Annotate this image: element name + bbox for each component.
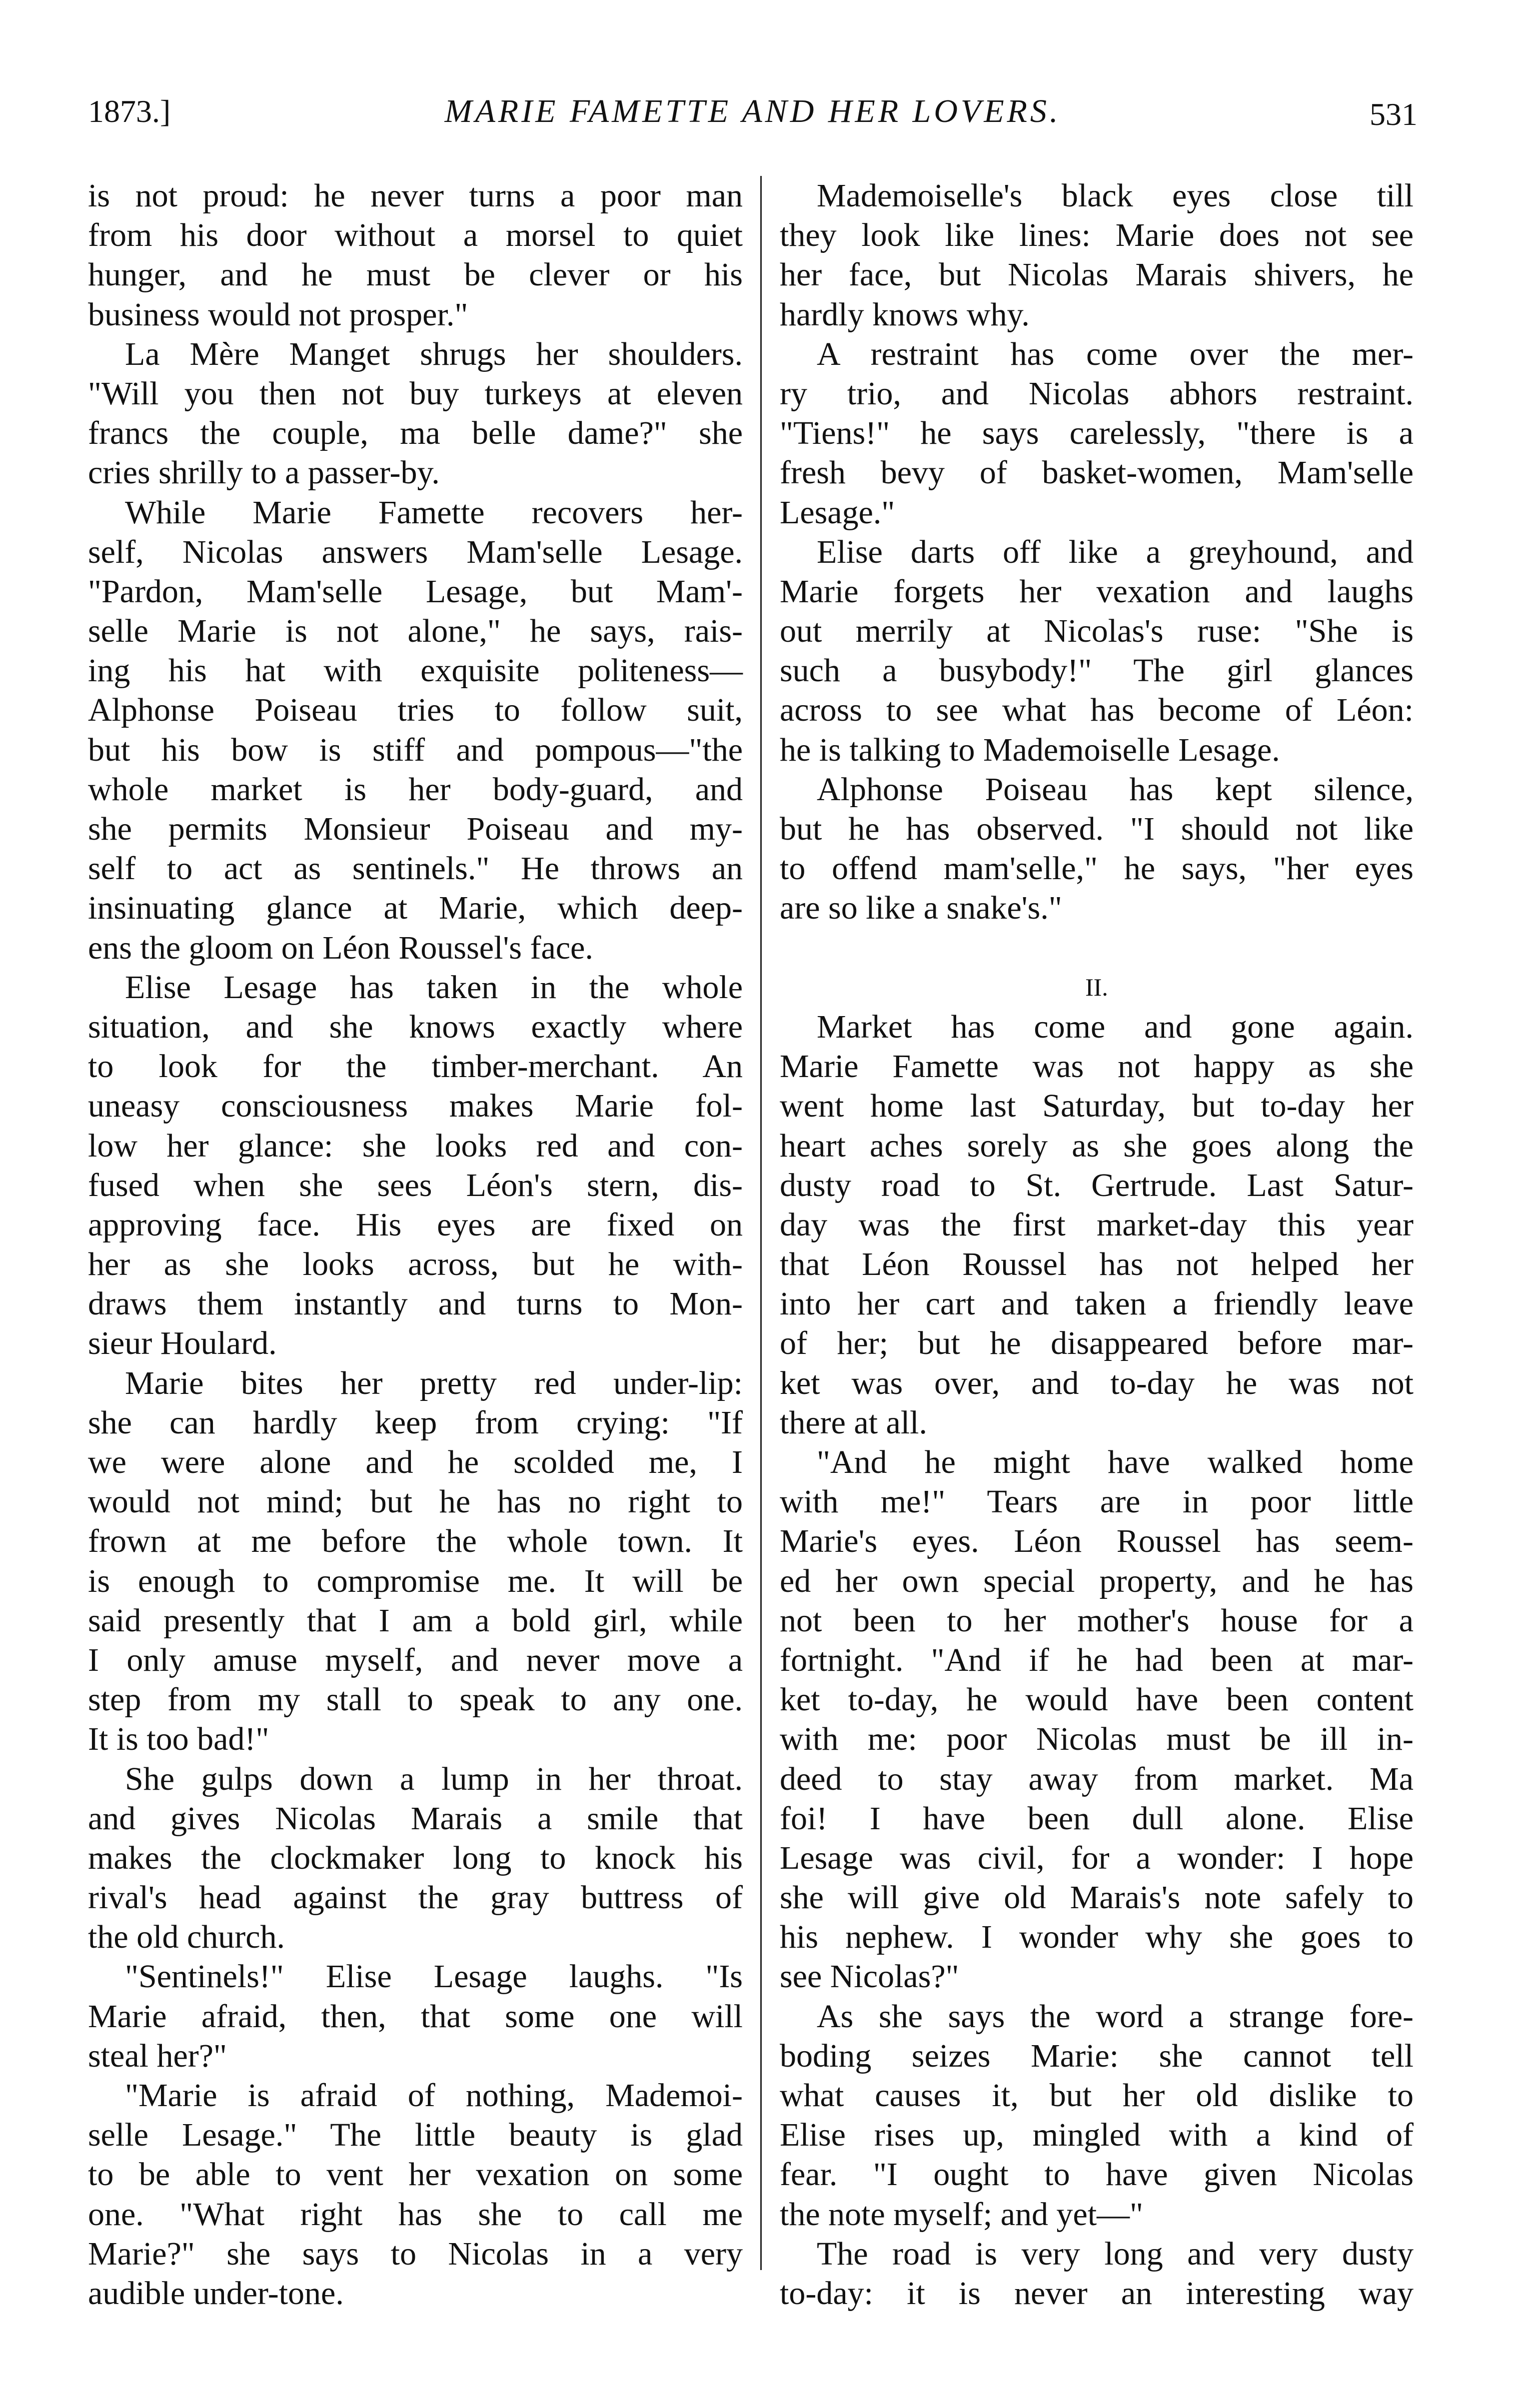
- text-line: but his bow is stiff and pompous—"the: [88, 731, 743, 768]
- text-line: steal her?": [88, 2037, 227, 2074]
- text-line: Elise Lesage has taken in the whole: [125, 969, 743, 1006]
- text-line: what causes it, but her old dislike to: [780, 2077, 1414, 2114]
- text-line: selle Lesage." The little beauty is glad: [88, 2117, 743, 2154]
- text-line: Alphonse Poiseau has kept silence,: [817, 771, 1414, 808]
- text-line: ens the gloom on Léon Roussel's face.: [88, 929, 593, 966]
- text-line: with me: poor Nicolas must be ill in-: [780, 1721, 1414, 1758]
- blank-line: [780, 928, 1414, 968]
- text-line: fortnight. "And if he had been at mar-: [780, 1641, 1414, 1678]
- right-column: [780, 176, 1414, 2313]
- text-line: makes the clockmaker long to knock his: [88, 1839, 743, 1876]
- text-line: "And he might have walked home: [817, 1444, 1414, 1480]
- text-line: I only amuse myself, and never move a: [88, 1641, 743, 1678]
- text-line: low her glance: she looks red and con-: [88, 1127, 743, 1164]
- text-line: to look for the timber-merchant. An: [88, 1048, 743, 1085]
- text-line: to be able to vent her vexation on some: [88, 2156, 743, 2193]
- text-line: he is talking to Mademoiselle Lesage.: [780, 731, 1280, 768]
- text-line: Lesage was civil, for a wonder: I hope: [780, 1839, 1414, 1876]
- text-line: ket to-day, he would have been content: [780, 1681, 1414, 1718]
- text-line: would not mind; but he has no right to: [88, 1483, 743, 1520]
- text-line: heart aches sorely as she goes along the: [780, 1127, 1414, 1164]
- text-line: approving face. His eyes are fixed on: [88, 1206, 743, 1243]
- text-line: Marie's eyes. Léon Roussel has seem-: [780, 1523, 1414, 1560]
- text-line: day was the first market-day this year: [780, 1206, 1414, 1243]
- text-line: not been to her mother's house for a: [780, 1602, 1414, 1639]
- text-line: Marie forgets her vexation and laughs: [780, 573, 1414, 610]
- text-line: to-day: it is never an interesting way: [780, 2275, 1414, 2312]
- text-line: The road is very long and very dusty: [817, 2235, 1414, 2272]
- text-line: rival's head against the gray buttress of: [88, 1879, 743, 1916]
- column-divider: [760, 176, 762, 2270]
- text-line: her as she looks across, but he with-: [88, 1246, 743, 1283]
- text-line: are so like a snake's.": [780, 890, 1062, 927]
- text-line: self to act as sentinels." He throws an: [88, 850, 743, 887]
- running-head: [88, 89, 1418, 134]
- text-line: fused when she sees Léon's stern, dis-: [88, 1167, 743, 1204]
- text-line: but he has observed. "I should not like: [780, 811, 1414, 847]
- text-line: uneasy consciousness makes Marie fol-: [88, 1088, 743, 1125]
- text-line: ed her own special property, and he has: [780, 1562, 1414, 1599]
- text-line: Mademoiselle's black eyes close till: [817, 177, 1414, 214]
- text-line: Market has come and gone again.: [817, 1008, 1414, 1045]
- text-line: to offend mam'selle," he says, "her eyes: [780, 850, 1414, 887]
- text-line: "Sentinels!" Elise Lesage laughs. "Is: [125, 1958, 743, 1995]
- text-line: there at all.: [780, 1404, 928, 1441]
- left-column: [88, 176, 743, 2313]
- text-line: and gives Nicolas Marais a smile that: [88, 1800, 743, 1837]
- text-line: As she says the word a strange fore-: [817, 1998, 1414, 2035]
- text-line: hardly knows why.: [780, 296, 1030, 333]
- text-line: her face, but Nicolas Marais shivers, he: [780, 256, 1414, 293]
- text-line: La Mère Manget shrugs her shoulders.: [125, 335, 743, 372]
- text-line: is not proud: he never turns a poor man: [88, 177, 743, 214]
- text-line: went home last Saturday, but to-day her: [780, 1088, 1414, 1125]
- text-line: hunger, and he must be clever or his: [88, 256, 743, 293]
- text-line: draws them instantly and turns to Mon-: [88, 1285, 743, 1322]
- text-line: ing his hat with exquisite politeness—: [88, 652, 743, 689]
- text-line: the note myself; and yet—": [780, 2196, 1144, 2233]
- text-line: Alphonse Poiseau tries to follow suit,: [88, 692, 743, 729]
- text-line: frown at me before the whole town. It: [88, 1523, 743, 1560]
- text-line: "Will you then not buy turkeys at eleven: [88, 375, 743, 412]
- text-line: boding seizes Marie: she cannot tell: [780, 2037, 1414, 2074]
- text-line: sieur Houlard.: [88, 1325, 277, 1362]
- page-number: 531: [1370, 96, 1418, 132]
- text-line: of her; but he disappeared before mar-: [780, 1325, 1414, 1362]
- text-line: Marie bites her pretty red under-lip:: [125, 1364, 743, 1401]
- text-line: Marie Famette was not happy as she: [780, 1048, 1414, 1085]
- text-line: that Léon Roussel has not helped her: [780, 1246, 1414, 1283]
- text-line: into her cart and taken a friendly leave: [780, 1285, 1414, 1322]
- text-line: While Marie Famette recovers her-: [125, 494, 743, 531]
- text-line: is enough to compromise me. It will be: [88, 1562, 743, 1599]
- text-line: she can hardly keep from crying: "If: [88, 1404, 743, 1441]
- text-line: we were alone and he scolded me, I: [88, 1444, 743, 1480]
- section-heading: II.: [1085, 973, 1108, 1001]
- text-line: insinuating glance at Marie, which deep-: [88, 890, 743, 927]
- text-line: fear. "I ought to have given Nicolas: [780, 2156, 1414, 2193]
- text-line: "Pardon, Mam'selle Lesage, but Mam'-: [88, 573, 743, 610]
- text-line: Elise rises up, mingled with a kind of: [780, 2117, 1414, 2154]
- text-line: A restraint has come over the mer-: [817, 335, 1414, 372]
- text-line: dusty road to St. Gertrude. Last Satur-: [780, 1167, 1414, 1204]
- text-line: the old church.: [88, 1919, 285, 1956]
- text-line: francs the couple, ma belle dame?" she: [88, 415, 743, 452]
- text-line: It is too bad!": [88, 1721, 269, 1758]
- text-line: cries shrilly to a passer-by.: [88, 454, 440, 491]
- text-line: said presently that I am a bold girl, while: [88, 1602, 743, 1639]
- text-line: see Nicolas?": [780, 1958, 959, 1995]
- text-line: from his door without a morsel to quiet: [88, 217, 743, 254]
- text-line: whole market is her body-guard, and: [88, 771, 743, 808]
- text-line: Lesage.": [780, 494, 895, 531]
- text-line: self, Nicolas answers Mam'selle Lesage.: [88, 533, 743, 570]
- text-line: she permits Monsieur Poiseau and my-: [88, 811, 743, 847]
- text-line: "Tiens!" he says carelessly, "there is a: [780, 415, 1414, 452]
- text-line: his nephew. I wonder why she goes to: [780, 1919, 1414, 1956]
- text-line: she will give old Marais's note safely to: [780, 1879, 1414, 1916]
- text-line: fresh bevy of basket-women, Mam'selle: [780, 454, 1414, 491]
- text-line: across to see what has become of Léon:: [780, 692, 1414, 729]
- text-line: ket was over, and to-day he was not: [780, 1364, 1414, 1401]
- text-line: She gulps down a lump in her throat.: [125, 1760, 743, 1797]
- text-line: situation, and she knows exactly where: [88, 1008, 743, 1045]
- text-line: selle Marie is not alone," he says, rais-: [88, 613, 743, 650]
- text-line: they look like lines: Marie does not see: [780, 217, 1414, 254]
- text-line: Marie afraid, then, that some one will: [88, 1998, 743, 2035]
- text-line: foi! I have been dull alone. Elise: [780, 1800, 1414, 1837]
- text-line: with me!" Tears are in poor little: [780, 1483, 1414, 1520]
- text-line: ry trio, and Nicolas abhors restraint.: [780, 375, 1414, 412]
- text-line: audible under-tone.: [88, 2275, 344, 2312]
- text-line: Elise darts off like a greyhound, and: [817, 533, 1414, 570]
- text-line: such a busybody!" The girl glances: [780, 652, 1414, 689]
- text-line: one. "What right has she to call me: [88, 2196, 743, 2233]
- text-line: step from my stall to speak to any one.: [88, 1681, 743, 1718]
- text-line: deed to stay away from market. Ma: [780, 1760, 1414, 1797]
- text-line: business would not prosper.": [88, 296, 468, 333]
- running-head-year: 1873.]: [88, 93, 171, 129]
- running-head-title: MARIE FAMETTE AND HER LOVERS.: [444, 93, 1061, 129]
- text-line: out merrily at Nicolas's ruse: "She is: [780, 613, 1414, 650]
- text-line: "Marie is afraid of nothing, Mademoi-: [125, 2077, 743, 2114]
- text-line: Marie?" she says to Nicolas in a very: [88, 2235, 743, 2272]
